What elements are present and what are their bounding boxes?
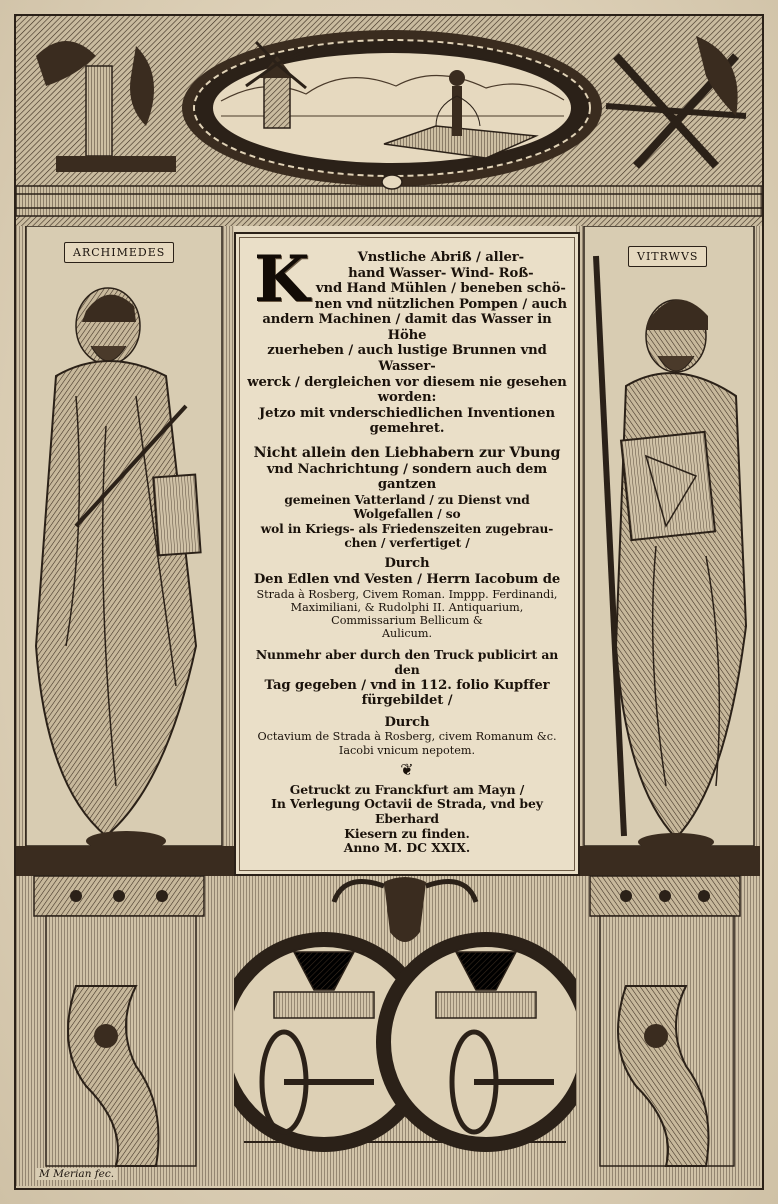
author-line: Strada à Rosberg, Civem Roman. Imppp. Ferdinandi, [256,587,558,601]
durch-label: Durch [384,556,430,572]
engraver-signature: M Merian fec. [36,1168,117,1180]
purpose-line: gemeinen Vatterland / zu Dienst vnd Wolgefallen / so [284,492,530,522]
editor-line: Iacobi vnicum nepotem. [338,743,476,757]
purpose-line: Nicht allein den Liebhabern zur Vbung [253,444,561,461]
right-figure-label: VITRWVS [628,246,707,267]
right-pilaster [576,226,760,1186]
title-line: hand Wasser- Wind- Roß- [348,265,534,281]
purpose-line: vnd Nachrichtung / sondern auch dem gantzen [266,461,548,493]
publication-line: Nunmehr aber durch den Truck publicirt an den [255,647,559,678]
imprint-line: In Verlegung Octavii de Strada, vnd bey Eberhard [271,796,543,827]
editor-block [246,730,568,756]
editor-line: Octavium de Strada à Rosberg, civem Romanum &c. [257,730,557,744]
publication-line: Tag gegeben / vnd in 112. folio Kupffer [264,677,550,693]
imprint-line: Getruckt zu Franckfurt am Mayn / [289,781,525,797]
author-block [246,572,568,640]
title-line: nen vnd nützlichen Pompen / auch [314,296,567,312]
imprint-block [246,783,568,856]
decorated-initial: K [254,242,310,317]
title-line: gemehret. [369,421,445,437]
publication-year: Anno M. DC XXIX. [343,840,471,856]
publication-line: fürgebildet / [361,693,453,709]
title-line: andern Machinen / damit das Wasser in Höhe [262,312,552,343]
title-line: werck / dergleichen vor diesem nie gesehen worden: [247,374,567,406]
author-line: Aulicum. [381,627,433,641]
bottom-mill-engraving [234,872,576,1186]
purpose-line: wol in Kriegs- als Friedenszeiten zugebrau- [260,521,554,536]
title-panel [234,232,580,876]
imprint-line: Kiesern zu finden. [344,825,470,841]
author-line: Maximiliani, & Rudolphi II. Antiquarium, [290,600,524,614]
publication-block [246,648,568,708]
durch-label: Durch [384,714,430,730]
title-line: Vnstliche Abriß / aller- [357,250,524,265]
title-line: zuerheben / auch lustige Brunnen vnd Wasser- [267,343,547,375]
purpose-block [246,445,568,550]
top-ornament-band [16,16,762,226]
title-line: vnd Hand Mühlen / beneben schö- [315,281,566,297]
title-intro [246,242,568,437]
left-figure-label: ARCHIMEDES [64,242,174,263]
purpose-line: chen / verfertiget / [344,536,470,551]
left-pilaster [16,226,234,1186]
title-line: Jetzo mit vnderschiedlichen Inventionen [259,405,555,421]
author-line: Commissarium Bellicum & [331,614,483,627]
author-line: Den Edlen vnd Vesten / Herrn Iacobum de [253,571,561,587]
fleuron-ornament-icon: ❦ [400,759,414,779]
